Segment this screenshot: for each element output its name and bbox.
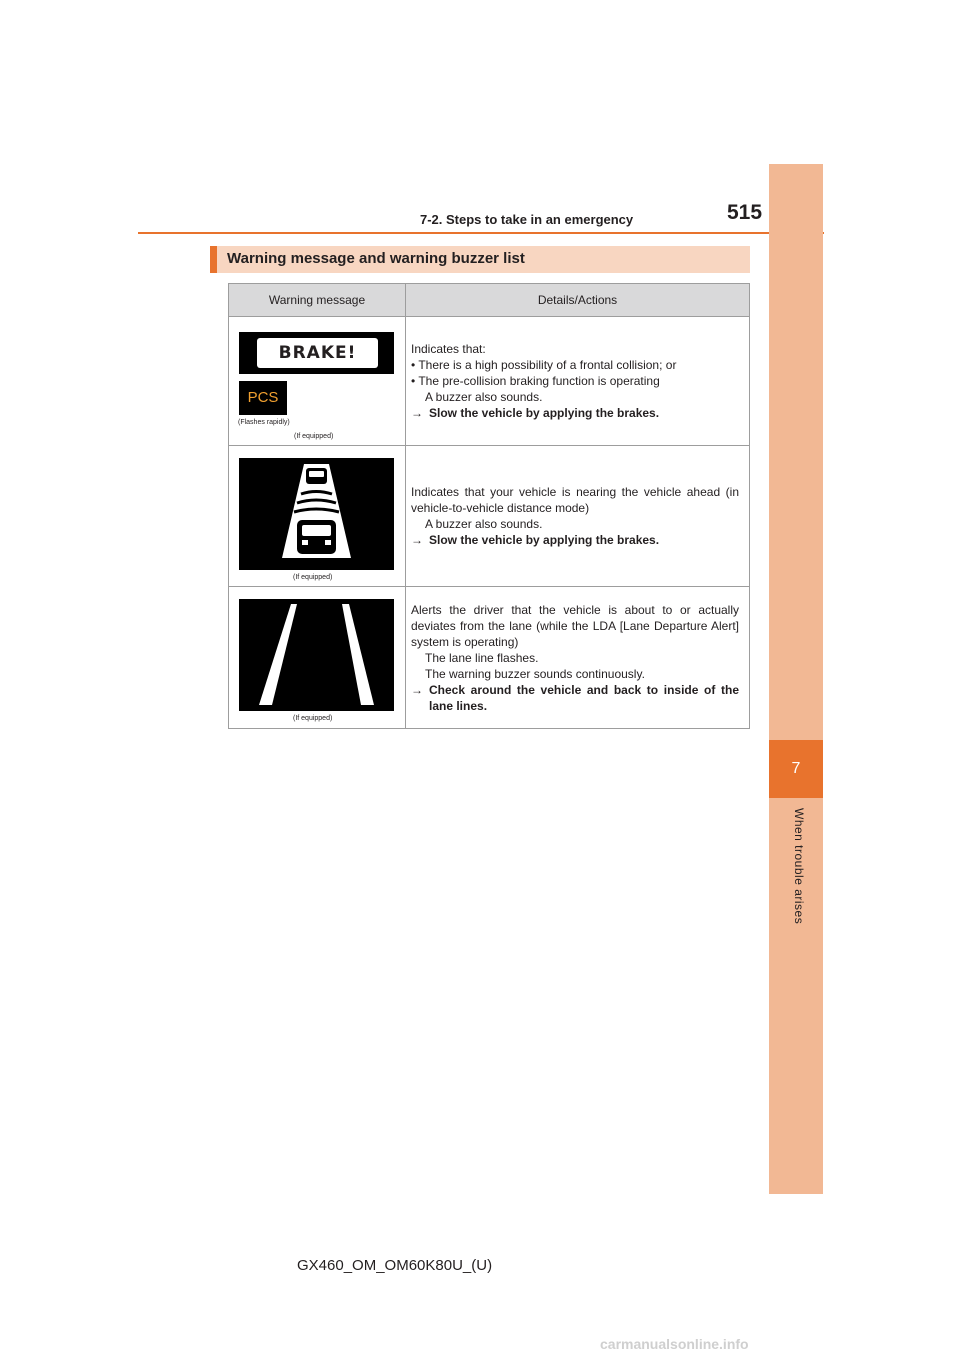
detail-note: A buzzer also sounds.: [425, 517, 543, 531]
brake-warning-image-cell: [229, 317, 406, 446]
equipped-note: (If equipped): [293, 574, 333, 581]
lane-departure-icon: [239, 599, 394, 711]
details-cell: [406, 317, 750, 446]
vehicle-distance-icon: [239, 458, 394, 570]
header-section-title: 7-2. Steps to take in an emergency: [420, 212, 634, 227]
table-header-row: [229, 284, 750, 317]
page-number: 515: [727, 201, 763, 224]
action-text: Check around the vehicle and back to inside of the lane lines.: [429, 682, 739, 713]
arrow-icon: →: [411, 533, 423, 547]
detail-note: The warning buzzer sounds continuously.: [425, 666, 645, 681]
section-title-bar: [210, 246, 750, 273]
header-divider: [138, 232, 824, 234]
warning-table: [228, 283, 750, 729]
detail-text: Indicates that your vehicle is nearing the vehicle ahead (in vehicle-to-vehicle distance mode): [411, 485, 739, 515]
brake-label: BRAKE!: [257, 338, 378, 368]
section-title: Warning message and warning buzzer list: [227, 250, 525, 267]
details-cell: [406, 587, 750, 729]
detail-bullet: • The pre-collision braking function is operating: [411, 374, 660, 388]
details-cell: [406, 446, 750, 587]
chapter-side-tab: [769, 164, 823, 1194]
action-text: Slow the vehicle by applying the brakes.: [429, 533, 660, 547]
distance-warning-image-cell: [229, 446, 406, 587]
table-row: [229, 587, 750, 729]
brake-display-icon: [239, 332, 394, 374]
column-header-details: Details/Actions: [406, 284, 750, 317]
arrow-icon: →: [411, 406, 423, 420]
flash-note: (Flashes rapidly): [238, 419, 290, 426]
equipped-note: (If equipped): [293, 715, 333, 722]
lane-departure-image-cell: [229, 587, 406, 729]
detail-note: A buzzer also sounds.: [425, 390, 543, 404]
column-header-message: Warning message: [229, 284, 406, 317]
chapter-label: When trouble arises: [792, 808, 806, 925]
action-text: Slow the vehicle by applying the brakes.: [429, 406, 660, 420]
footer-document-code: GX460_OM_OM60K80U_(U): [297, 1257, 493, 1274]
equipped-note: (If equipped): [294, 433, 334, 440]
detail-note: The lane line flashes.: [425, 650, 539, 665]
detail-action: [411, 682, 739, 714]
detail-action: [411, 532, 739, 548]
detail-text: Indicates that:: [411, 342, 486, 356]
detail-text: Alerts the driver that the vehicle is about to or actually deviates from the lane (while the LDA [Lane Departure Alert] system is operating): [411, 602, 739, 649]
detail-bullet: • There is a high possibility of a frontal collision; or: [411, 358, 677, 372]
chapter-number[interactable]: 7: [769, 740, 823, 798]
table-row: [229, 317, 750, 446]
detail-action: [411, 405, 739, 421]
pcs-indicator-icon: PCS: [239, 381, 287, 415]
table-row: [229, 446, 750, 587]
footer-watermark: carmanualsonline.info: [600, 1336, 749, 1352]
arrow-icon: →: [411, 682, 423, 697]
